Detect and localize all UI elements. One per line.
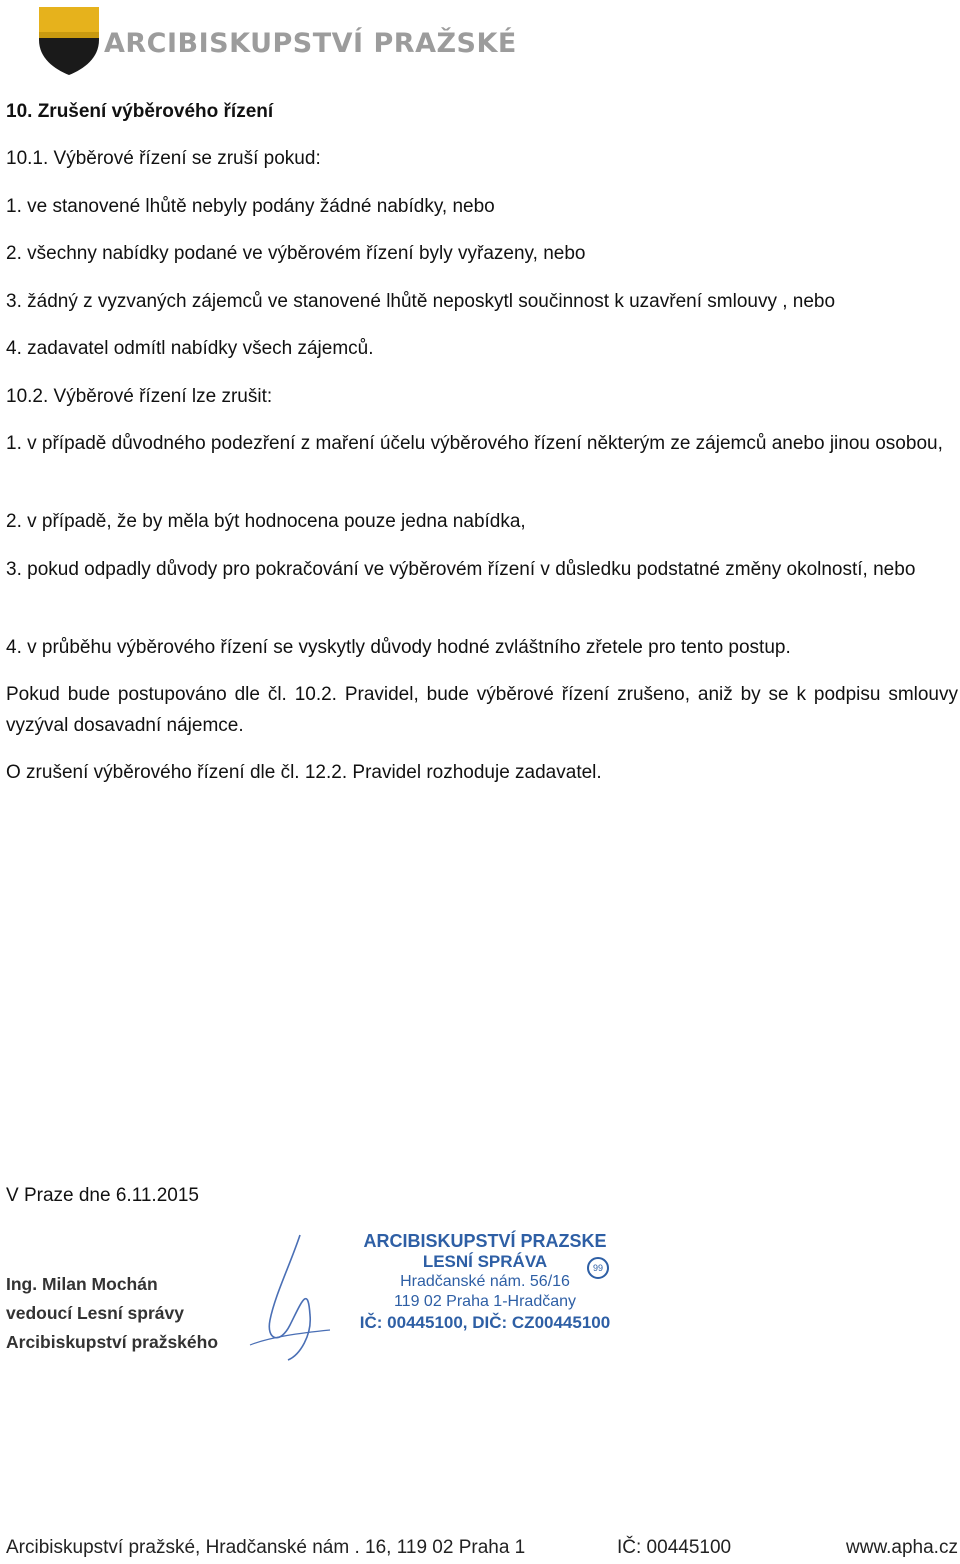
stamp-line: 119 02 Praha 1-Hradčany	[393, 1293, 577, 1310]
signatory-block	[6, 1270, 218, 1357]
footer-web: www.apha.cz	[846, 1537, 958, 1558]
logo-text: ARCIBISKUPSTVÍ PRAŽSKÉ	[104, 28, 517, 59]
list-item: 3. žádný z vyzvaných zájemců ve stanovené lhůtě neposkytl součinnost k uzavření smlouvy , nebo	[6, 291, 836, 312]
list-item: 2. v případě, že by měla být hodnocena pouze jedna nabídka,	[6, 511, 526, 532]
signatory-org: Arcibiskupství pražského	[6, 1332, 219, 1352]
stamp-badge: 99	[587, 1257, 609, 1279]
stamp-line: ARCIBISKUPSTVÍ PRAZSKE	[363, 1231, 607, 1251]
list-item: 3. pokud odpadly důvody pro pokračování ve výběrovém řízení v důsledku podstatné změny okolností, nebo	[6, 559, 916, 580]
subsection-10-2: 10.2. Výběrové řízení lze zrušit:	[6, 386, 273, 407]
signatory-role: vedoucí Lesní správy	[6, 1303, 184, 1323]
paragraph: Pokud bude postupováno dle čl. 10.2. Pravidel, bude výběrové řízení zrušeno, aniž by se k podpisu smlouvy vyzýval dosavadní nájemce.	[6, 684, 958, 736]
list-item: 4. zadavatel odmítl nabídky všech zájemců.	[6, 338, 374, 359]
paragraph: O zrušení výběrového řízení dle čl. 12.2. Pravidel rozhoduje zadavatel.	[6, 762, 602, 783]
stamp-line: IČ: 00445100, DIČ: CZ00445100	[359, 1313, 611, 1332]
list-item: 1. ve stanovené lhůtě nebyly podány žádné nabídky, nebo	[6, 196, 495, 217]
list-item: 2. všechny nabídky podané ve výběrovém řízení byly vyřazeny, nebo	[6, 243, 586, 264]
footer-ic: IČ: 00445100	[617, 1537, 732, 1558]
stamp-line: LESNÍ SPRÁVA	[422, 1252, 548, 1271]
coat-of-arms-icon	[38, 6, 100, 76]
signing-date: V Praze dne 6.11.2015	[6, 1185, 199, 1206]
signatory-name: Ing. Milan Mochán	[6, 1274, 158, 1294]
list-item: 4. v průběhu výběrového řízení se vyskytly důvody hodné zvláštního zřetele pro tento postup.	[6, 637, 791, 658]
official-stamp	[340, 1230, 630, 1334]
list-item: 1. v případě důvodného podezření z maření účelu výběrového řízení některým ze zájemců anebo jinou osobou,	[6, 433, 943, 454]
section-heading: 10. Zrušení výběrového řízení	[6, 101, 274, 122]
subsection-10-1: 10.1. Výběrové řízení se zruší pokud:	[6, 148, 321, 169]
stamp-line: Hradčanské nám. 56/16	[400, 1273, 570, 1290]
footer-address: Arcibiskupství pražské, Hradčanské nám . 16, 119 02 Praha 1	[6, 1537, 526, 1558]
header-logo	[38, 6, 558, 78]
